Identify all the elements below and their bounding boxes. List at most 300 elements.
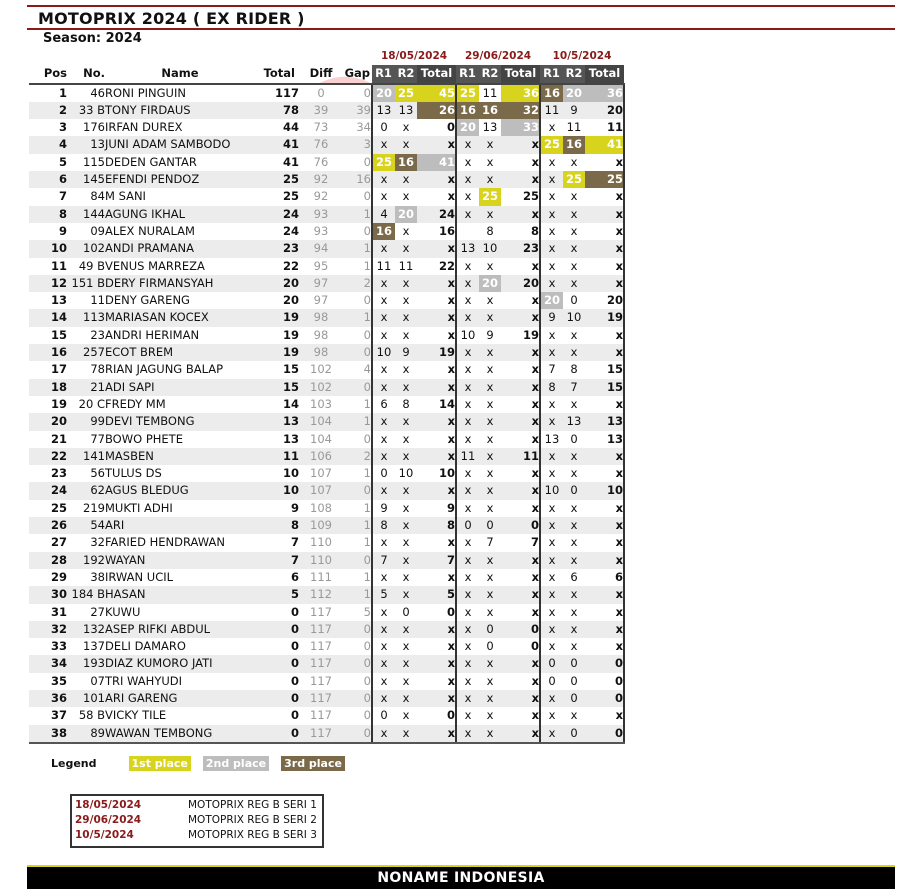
cell-race1-r1: 5 [372,586,395,603]
cell-race1-total: x [417,569,456,586]
cell-diff: 117 [299,673,343,690]
cell-race2-total: x [501,655,540,672]
col-race1-total: Total [417,65,456,83]
cell-race2-r1: x [456,552,479,569]
cell-total: 23 [255,240,299,257]
cell-pos: 34 [29,655,67,672]
cell-diff: 94 [299,240,343,257]
cell-number: 99 [67,413,105,430]
cell-name: AGUNG IKHAL [105,206,255,223]
cell-total: 7 [255,552,299,569]
cell-gap: 1 [343,465,372,482]
cell-total: 10 [255,482,299,499]
cell-race2-total: x [501,136,540,153]
cell-name: VICKY TILE [105,707,255,724]
cell-number: 257 [67,344,105,361]
cell-race2-r2: x [479,707,501,724]
cell-race3-r2: 0 [563,482,585,499]
cell-total: 7 [255,534,299,551]
cell-number: 113 [67,309,105,326]
cell-total: 44 [255,119,299,136]
cell-race3-r1: 10 [540,482,563,499]
cell-name: ANDI PRAMANA [105,240,255,257]
cell-total: 0 [255,655,299,672]
cell-race3-r2: x [563,344,585,361]
cell-race3-total: x [585,707,624,724]
cell-race3-total: x [585,465,624,482]
cell-race1-r1: x [372,673,395,690]
race-date-3: 10/5/2024 [552,50,612,62]
cell-name: RIAN JAGUNG BALAP [105,361,255,378]
cell-race3-r1: x [540,119,563,136]
cell-pos: 12 [29,275,67,292]
cell-race3-r2: x [563,448,585,465]
cell-race3-r1: x [540,690,563,707]
cell-race2-r2: 8 [479,223,501,240]
table-row [29,102,624,119]
cell-race1-r1: 16 [372,223,395,240]
cell-gap: 0 [343,223,372,240]
cell-race2-r2: x [479,569,501,586]
table-row [29,206,624,223]
cell-gap: 0 [343,188,372,205]
table-row [29,379,624,396]
cell-race3-r2: x [563,552,585,569]
race-date-header-row [29,48,624,65]
cell-race2-r2: x [479,482,501,499]
cell-race3-total: 0 [585,690,624,707]
cell-total: 9 [255,500,299,517]
cell-race2-r1: x [456,258,479,275]
cell-race3-r2: 6 [563,569,585,586]
cell-race3-total: x [585,240,624,257]
cell-diff: 98 [299,309,343,326]
table-row [29,171,624,188]
cell-pos: 6 [29,171,67,188]
cell-race1-r2: x [395,136,417,153]
cell-number: 101 [67,690,105,707]
event-date: 10/5/2024 [75,829,134,841]
legend-third-place: 3rd place [281,756,345,771]
cell-number: 21 [67,379,105,396]
cell-race3-r2: x [563,154,585,171]
cell-race3-total: x [585,223,624,240]
cell-race1-total: 24 [417,206,456,223]
cell-total: 8 [255,517,299,534]
cell-gap: 34 [343,119,372,136]
cell-pos: 38 [29,725,67,743]
cell-race1-r1: 7 [372,552,395,569]
race-date-1: 18/05/2024 [380,50,448,62]
cell-race2-total: x [501,361,540,378]
cell-race2-r1: x [456,500,479,517]
cell-pos: 18 [29,379,67,396]
cell-race1-total: 22 [417,258,456,275]
cell-race3-r1: x [540,517,563,534]
cell-race3-r1: x [540,707,563,724]
cell-total: 0 [255,673,299,690]
cell-race2-r1: 0 [456,517,479,534]
cell-race2-r2: x [479,379,501,396]
cell-race2-r2: 13 [479,119,501,136]
cell-race1-r1: x [372,379,395,396]
cell-name: DEVI TEMBONG [105,413,255,430]
cell-race1-total: x [417,534,456,551]
cell-race3-total: 13 [585,413,624,430]
cell-diff: 95 [299,258,343,275]
cell-race2-r1: 11 [456,448,479,465]
col-race3-r1: R1 [540,65,563,83]
cell-race2-total: x [501,690,540,707]
cell-total: 20 [255,292,299,309]
cell-race1-r2: x [395,413,417,430]
cell-race3-r1: 7 [540,361,563,378]
cell-race1-r2: x [395,309,417,326]
event-name: MOTOPRIX REG B SERI 3 [188,829,317,841]
cell-total: 20 [255,275,299,292]
cell-race3-r2: x [563,621,585,638]
table-row [29,517,624,534]
cell-race1-r1: x [372,240,395,257]
cell-number: 32 [67,534,105,551]
cell-number: 151 B [67,275,105,292]
cell-race2-r1: x [456,569,479,586]
cell-race2-total: x [501,673,540,690]
cell-total: 24 [255,206,299,223]
cell-number: 13 [67,136,105,153]
cell-race3-r2: 11 [563,119,585,136]
cell-race2-r1: x [456,344,479,361]
cell-race3-r2: 16 [563,136,585,153]
cell-race3-total: 15 [585,379,624,396]
table-row [29,309,624,326]
cell-pos: 22 [29,448,67,465]
page-title: MOTOPRIX 2024 ( EX RIDER ) [38,9,305,28]
cell-race3-total: 36 [585,84,624,102]
cell-number: 102 [67,240,105,257]
cell-race1-r1: x [372,361,395,378]
cell-name: MASBEN [105,448,255,465]
cell-diff: 117 [299,690,343,707]
cell-race3-r2: 13 [563,413,585,430]
cell-race2-r1: x [456,136,479,153]
table-row [29,344,624,361]
cell-race2-total: x [501,154,540,171]
footer-banner: NONAME INDONESIA [27,865,895,889]
cell-race1-r2: x [395,119,417,136]
cell-race2-r2: x [479,258,501,275]
cell-race3-r1: 20 [540,292,563,309]
cell-total: 78 [255,102,299,119]
cell-race2-total: x [501,725,540,743]
cell-race3-r2: 9 [563,102,585,119]
cell-race2-total: 36 [501,84,540,102]
race-events-box [70,794,324,848]
cell-total: 6 [255,569,299,586]
table-row [29,534,624,551]
cell-race3-total: x [585,396,624,413]
cell-total: 0 [255,604,299,621]
cell-pos: 4 [29,136,67,153]
cell-race3-r1: 16 [540,84,563,102]
cell-pos: 32 [29,621,67,638]
cell-race1-total: x [417,361,456,378]
cell-race1-r2: x [395,361,417,378]
table-row [29,448,624,465]
cell-number: 176 [67,119,105,136]
cell-race1-r2: 16 [395,154,417,171]
cell-race2-total: x [501,171,540,188]
cell-total: 41 [255,136,299,153]
cell-race1-r2: 11 [395,258,417,275]
cell-total: 22 [255,258,299,275]
cell-name: DIAZ KUMORO JATI [105,655,255,672]
cell-race1-r2: x [395,482,417,499]
cell-race1-total: x [417,188,456,205]
col-gap: Gap [343,65,372,83]
cell-gap: 0 [343,292,372,309]
cell-number: 58 B [67,707,105,724]
col-race1-r2: R2 [395,65,417,83]
table-row [29,396,624,413]
cell-race2-r2: 9 [479,327,501,344]
cell-pos: 31 [29,604,67,621]
cell-race1-r1: 6 [372,396,395,413]
cell-race2-r2: x [479,690,501,707]
cell-gap: 0 [343,707,372,724]
cell-race3-total: x [585,500,624,517]
cell-name: ARI GARENG [105,690,255,707]
cell-race2-r2: x [479,604,501,621]
cell-diff: 93 [299,206,343,223]
legend-label: Legend [51,757,97,770]
cell-race2-r2: x [479,309,501,326]
cell-diff: 117 [299,707,343,724]
cell-race1-r1: x [372,534,395,551]
cell-gap: 3 [343,136,372,153]
cell-race3-total: x [585,154,624,171]
cell-race1-r1: 0 [372,465,395,482]
cell-race3-r2: 10 [563,309,585,326]
cell-name: IRWAN UCIL [105,569,255,586]
cell-gap: 2 [343,448,372,465]
cell-race3-total: 13 [585,431,624,448]
col-race1-r1: R1 [372,65,395,83]
cell-race1-r2: x [395,431,417,448]
cell-name: M SANI [105,188,255,205]
cell-race3-total: 0 [585,655,624,672]
cell-race3-r2: x [563,188,585,205]
cell-name: AGUS BLEDUG [105,482,255,499]
cell-race3-total: 6 [585,569,624,586]
cell-name: MUKTI ADHI [105,500,255,517]
cell-name: TONY FIRDAUS [105,102,255,119]
cell-race2-r1 [456,223,479,240]
cell-number: 56 [67,465,105,482]
cell-race3-total: 20 [585,102,624,119]
cell-race3-r2: 8 [563,361,585,378]
cell-race1-r1: x [372,604,395,621]
cell-name: ASEP RIFKI ABDUL [105,621,255,638]
cell-race2-total: x [501,292,540,309]
cell-race1-r1: 10 [372,344,395,361]
cell-race3-r1: x [540,206,563,223]
cell-race1-total: x [417,621,456,638]
cell-diff: 92 [299,171,343,188]
cell-race1-r1: 20 [372,84,395,102]
cell-gap: 1 [343,517,372,534]
cell-number: 145 [67,171,105,188]
cell-race1-r2: x [395,552,417,569]
cell-pos: 30 [29,586,67,603]
cell-race3-r2: 7 [563,379,585,396]
col-pos: Pos [29,65,67,83]
cell-diff: 97 [299,275,343,292]
cell-race1-total: 5 [417,586,456,603]
cell-race1-total: x [417,171,456,188]
cell-race2-r2: x [479,655,501,672]
cell-race2-r2: x [479,500,501,517]
cell-gap: 0 [343,327,372,344]
results-body [29,84,624,743]
cell-race3-r2: x [563,327,585,344]
cell-race1-total: 14 [417,396,456,413]
cell-number: 49 B [67,258,105,275]
cell-number: 78 [67,361,105,378]
col-total: Total [255,65,299,83]
cell-race3-total: 10 [585,482,624,499]
cell-name: KUWU [105,604,255,621]
col-race2-r2: R2 [479,65,501,83]
results-table [29,48,625,744]
cell-gap: 0 [343,431,372,448]
cell-race1-total: x [417,725,456,743]
cell-number: 46 [67,84,105,102]
cell-total: 0 [255,690,299,707]
cell-pos: 1 [29,84,67,102]
cell-pos: 16 [29,344,67,361]
cell-race2-r1: 20 [456,119,479,136]
cell-race1-r2: x [395,517,417,534]
table-row [29,275,624,292]
cell-race3-r2: 0 [563,725,585,743]
cell-race2-r2: x [479,361,501,378]
cell-race3-total: x [585,327,624,344]
cell-gap: 1 [343,258,372,275]
cell-name: ALEX NURALAM [105,223,255,240]
cell-race2-r1: x [456,465,479,482]
cell-race3-r1: x [540,500,563,517]
cell-name: FREDY MM [105,396,255,413]
cell-race3-r2: x [563,586,585,603]
cell-race1-r1: x [372,431,395,448]
cell-race1-r1: 0 [372,119,395,136]
cell-diff: 117 [299,725,343,743]
cell-race3-total: x [585,621,624,638]
cell-race2-total: x [501,465,540,482]
table-row [29,673,624,690]
cell-pos: 5 [29,154,67,171]
cell-race1-r2: x [395,569,417,586]
event-name: MOTOPRIX REG B SERI 1 [188,799,317,811]
cell-race1-total: x [417,309,456,326]
cell-race2-total: 0 [501,621,540,638]
cell-race2-r1: x [456,604,479,621]
cell-race1-r2: x [395,275,417,292]
cell-race1-total: x [417,638,456,655]
cell-race3-r1: x [540,223,563,240]
cell-race1-r2: x [395,327,417,344]
cell-race3-r2: x [563,223,585,240]
cell-gap: 0 [343,673,372,690]
cell-total: 0 [255,621,299,638]
legend [51,756,357,771]
cell-race1-r2: 25 [395,84,417,102]
cell-race2-total: x [501,309,540,326]
cell-race2-total: x [501,206,540,223]
cell-race2-r1: x [456,206,479,223]
cell-pos: 2 [29,102,67,119]
cell-diff: 73 [299,119,343,136]
cell-total: 0 [255,707,299,724]
cell-race2-total: 20 [501,275,540,292]
cell-race1-total: 19 [417,344,456,361]
cell-number: 77 [67,431,105,448]
cell-race2-total: 19 [501,327,540,344]
cell-race2-total: 0 [501,517,540,534]
table-row [29,500,624,517]
col-race3-total: Total [585,65,624,83]
cell-diff: 107 [299,482,343,499]
cell-number: 27 [67,604,105,621]
cell-name: TRI WAHYUDI [105,673,255,690]
cell-race3-r2: x [563,465,585,482]
cell-race1-r2: x [395,655,417,672]
cell-race3-r1: x [540,586,563,603]
cell-race2-r1: 13 [456,240,479,257]
cell-race1-r1: x [372,275,395,292]
cell-gap: 1 [343,396,372,413]
event-date: 29/06/2024 [75,814,142,826]
cell-race2-r2: 0 [479,638,501,655]
cell-race3-r1: 11 [540,102,563,119]
event-date: 18/05/2024 [75,799,142,811]
cell-race2-r2: x [479,136,501,153]
cell-race1-r1: x [372,569,395,586]
table-row [29,604,624,621]
cell-race3-r1: x [540,552,563,569]
cell-race1-r1: x [372,638,395,655]
cell-race1-total: x [417,275,456,292]
cell-race2-total: x [501,396,540,413]
cell-race1-total: x [417,655,456,672]
cell-race1-r1: 25 [372,154,395,171]
legend-first-place: 1st place [129,756,191,771]
cell-total: 13 [255,431,299,448]
cell-race2-r1: x [456,188,479,205]
cell-diff: 106 [299,448,343,465]
table-row [29,154,624,171]
cell-race3-total: x [585,344,624,361]
cell-number: 38 [67,569,105,586]
cell-race3-r2: 0 [563,431,585,448]
cell-gap: 1 [343,309,372,326]
table-row [29,361,624,378]
cell-race3-r2: x [563,638,585,655]
cell-number: 184 B [67,586,105,603]
cell-race1-r2: x [395,586,417,603]
cell-race1-r1: x [372,309,395,326]
